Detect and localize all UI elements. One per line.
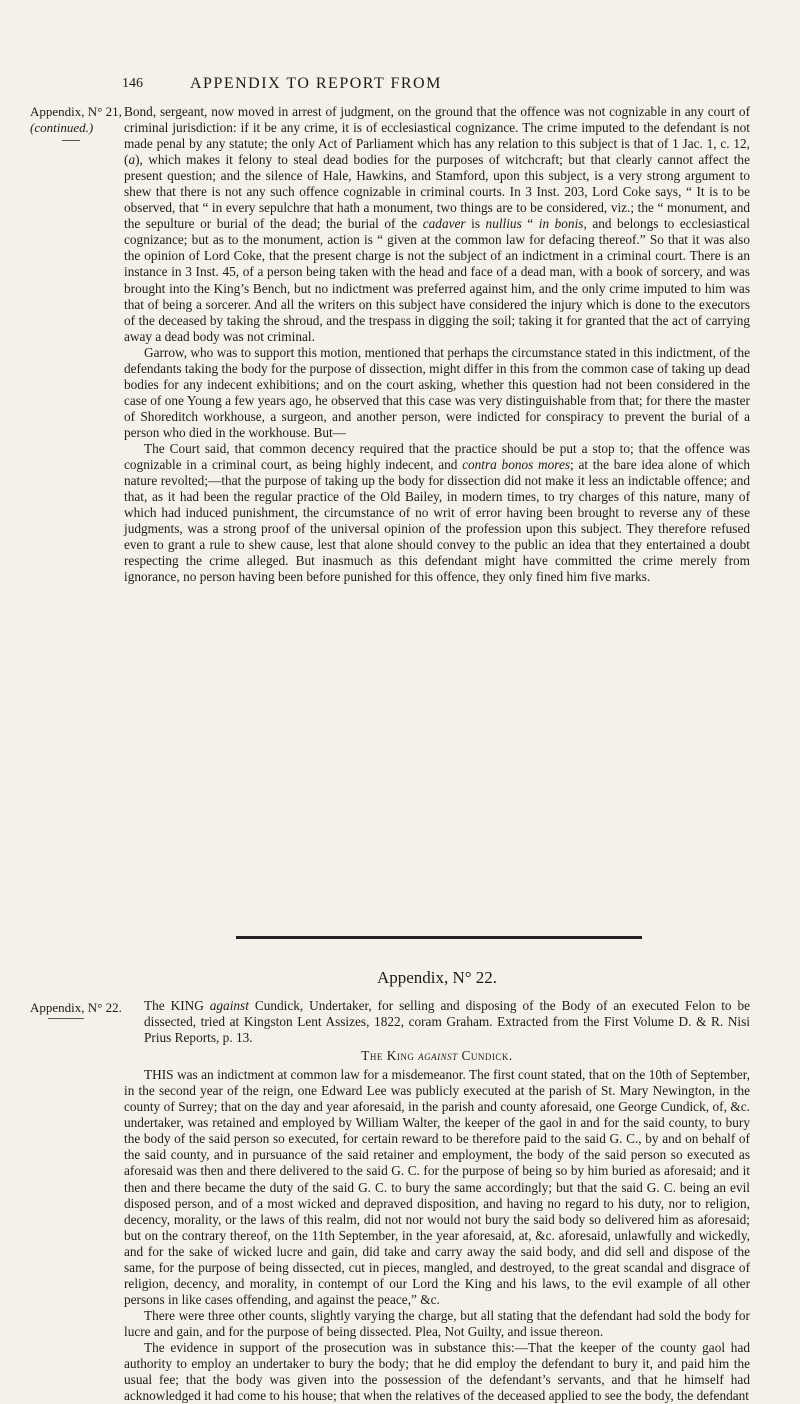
paragraph-other-counts: There were three other counts, slightly varying the charge, but all stating that the defendant had sold the body for lucre and gain, and for the purpose of being dissected. Plea, Not Guilty, and issue thereon. <box>124 1307 750 1339</box>
page-number: 146 <box>122 76 143 91</box>
paragraph-garrow: Garrow, who was to support this motion, mentioned that perhaps the circumstance stated in this indictment, of the defendants taking the body for the purpose of dissection, might differ in this from the common case of taking up dead bodies for any indecent exhibitions; and on the court asking, whether this question had not been considered in the case of one Young a few years ago, he observed that this case was very distinguishable from that; for there the master of Shoreditch workhouse, a surgeon, and another person, were indicted for conspiracy to prevent the burial of a person who died in the workhouse. But— <box>124 344 750 440</box>
section-separator <box>236 936 642 939</box>
margin-note-21-label: Appendix, N° 21, <box>30 104 122 119</box>
margin-rule <box>62 140 80 141</box>
appendix-22-body <box>124 998 750 1404</box>
running-head: APPENDIX TO REPORT FROM <box>190 75 442 92</box>
paragraph-bond-motion: Bond, sergeant, now moved in arrest of judgment, on the ground that the offence was not cognizable in any court of criminal jurisdiction: if it be any crime, it is of ecclesiastical cognizance. The crime imputed to the defendant is not made penal by any statute; the only Act of Parliament which has any relation to this subject is that of 1 Jac. 1, c. 12, (a), which makes it felony to steal dead bodies for the purposes of witchcraft; but that clearly cannot affect the present question; and the silence of Hale, Hawkins, and Stamford, upon this subject, is a very strong argument to shew that there is not any such offence cognizable in criminal courts. In 3 Inst. 203, Lord Coke says, “ It is to be observed, that “ in every sepulchre that hath a monument, two things are to be considered, viz.; the “ monument, and the sepulture or burial of the dead; the burial of the cadaver is nullius “ in bonis, and belongs to ecclesiastical cognizance; but as to the monument, action is “ given at the common law for defacing thereof.” So that it was also the opinion of Lord Coke, that the present charge is not the subject of an indictment in a criminal court. There is an instance in 3 Inst. 45, of a person being taken with the head and face of a dead man, with a book of sorcery, and was brought into the King’s Bench, but no indictment was preferred against him, and the only crime imputed to him was that of being a sorcerer. And all the writers on this subject have considered the injury which is done to the executors of the deceased by taking the shroud, and the trespass in digging the soil; taking it for granted that the act of carrying away a dead body was not criminal. <box>124 104 750 344</box>
margin-note-21-continued: (continued.) <box>30 120 94 135</box>
margin-rule <box>48 1018 84 1019</box>
case-title: The KING against Cundick, Undertaker, for selling and disposing of the Body of an executed Felon to be dissected, tried at Kingston Lent Assizes, 1822, coram Graham. Extracted from the First Volume D. & R. Nisi Prius Reports, p. 13. <box>144 998 750 1046</box>
paragraph-evidence: The evidence in support of the prosecution was in substance this:—That the keeper of the county gaol had authority to employ an undertaker to bury the body; that he did employ the defendant to bury it, and paid him the usual fee; that the body was given into the possession of the defendant’s servants, and that he himself had acknowledged it had come to his house; that when the relatives of the deceased applied to see the body, the defendant <box>124 1339 750 1404</box>
paragraph-court-ruling: The Court said, that common decency required that the practice should be put a stop to; that the offence was cognizable in a criminal court, as being highly indecent, and contra bonos mores; at the bare idea alone of which nature revolted;—that the purpose of taking up the body for dissection did not make it less an indictable offence; and that, as it had been the regular practice of the Old Bailey, in modern times, to try charges of this nature, many of which had induced punishment, the circumstance of no writ of error having been brought to reverse any of these judgments, was a strong proof of the universal opinion of the profession upon this subject. They therefore refused even to grant a rule to shew cause, lest that alone should convey to the public an idea that they entertained a doubt respecting the crime alleged. But inasmuch as this defendant might have committed the crime merely from ignorance, no person having been before punished for this offence, they only fined him five marks. <box>124 440 750 585</box>
case-subhead: The King against Cundick. <box>361 1048 513 1064</box>
margin-note-appendix-21 <box>30 104 122 136</box>
appendix-22-heading: Appendix, N° 22. <box>376 968 498 987</box>
margin-note-appendix-22: Appendix, N° 22. <box>30 1000 122 1015</box>
appendix-21-body <box>124 104 750 585</box>
paragraph-indictment: THIS was an indictment at common law for a misdemeanor. The first count stated, that on the 10th of September, in the second year of the reign, one Edward Lee was publicly executed at the parish of St. Mary Newington, in the county of Surrey; that on the day and year aforesaid, in the parish and county aforesaid, one George Cundick, of, &c. undertaker, was retained and employed by William Walter, the keeper of the gaol in and for the said county, to bury the body of the said person so executed, for certain reward to be therefore paid to the said G. C., by and on behalf of the said county, and in pursuance of the said retainer and employment, the body of the said person so executed as aforesaid was then and there delivered to the said G. C. for the purpose of being so by him buried as aforesaid; and it then and there became the duty of the said G. C. to bury the same accordingly; but that the said G. C. being an evil disposed person, and of a most wicked and depraved disposition, and having no regard to his duty, nor to religion, decency, morality, or the laws of this realm, did not nor would not bury the said body so delivered him as aforesaid; but on the contrary thereof, on the 11th September, in the year aforesaid, at, &c. aforesaid, unlawfully and wickedly, and for the sake of wicked lucre and gain, did take and carry away the said body, and did sell and dispose of the same, for the purpose of being dissected, cut in pieces, mangled, and destroyed, to the great scandal and disgrace of religion, decency, and morality, in contempt of our Lord the King and his laws, to the evil example of all other persons in like cases offending, and against the peace,” &c. <box>124 1067 750 1307</box>
